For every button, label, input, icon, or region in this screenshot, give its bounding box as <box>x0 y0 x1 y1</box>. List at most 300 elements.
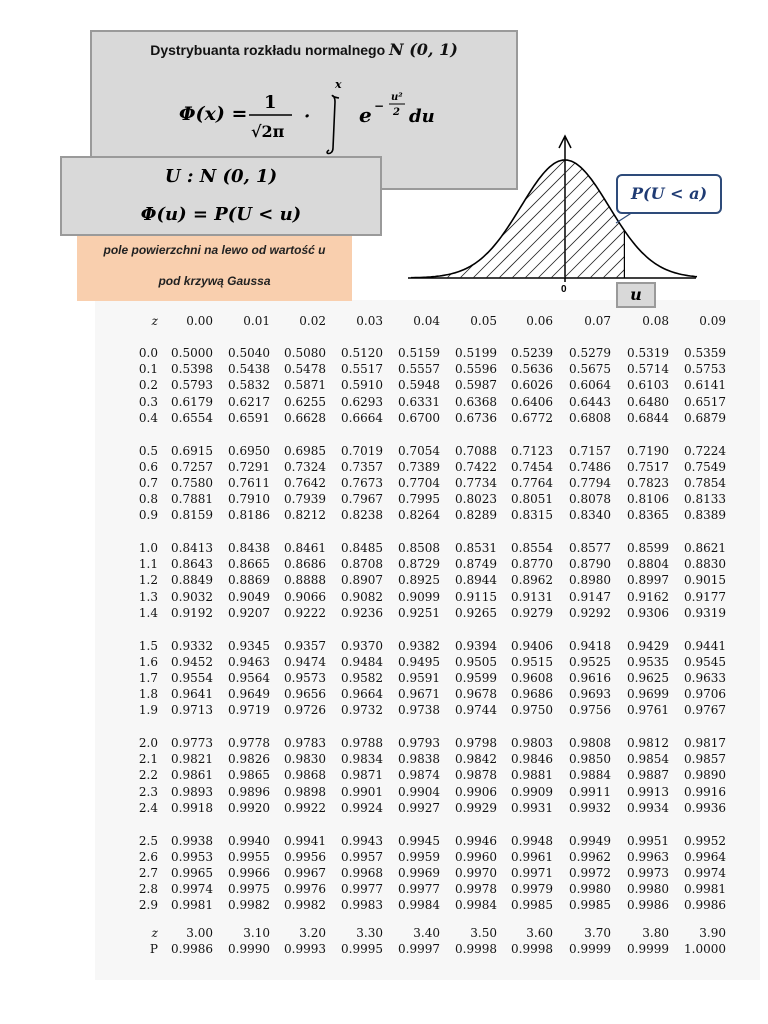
table-cell: 0.9878 <box>455 768 497 783</box>
table-cell: 0.9394 <box>455 638 497 653</box>
table-cell: 0.9406 <box>511 638 553 653</box>
table-cell: 0.9968 <box>341 865 383 880</box>
table-cell: 0.9564 <box>228 670 270 685</box>
table-cell: 0.7486 <box>569 459 611 474</box>
table-cell: 0.9162 <box>627 589 669 604</box>
table-cell: 0.9826 <box>228 752 270 767</box>
table-cell: 0.7823 <box>627 475 669 490</box>
table-cell: 0.9984 <box>455 898 497 913</box>
formula-denominator: √2π <box>251 122 285 141</box>
table-cell: 0.8907 <box>341 573 383 588</box>
table-cell: 0.9985 <box>569 898 611 913</box>
table-cell: 0.8389 <box>684 508 726 523</box>
table-cell: 0.7088 <box>455 443 497 458</box>
table-cell: 0.9713 <box>171 703 213 718</box>
title-symbol: N (0, 1) <box>389 40 458 59</box>
table-cell: 0.7734 <box>455 475 497 490</box>
table-cell: 0.9115 <box>455 589 497 604</box>
table-cell: 0.9955 <box>228 849 270 864</box>
table-cell: 0.8238 <box>341 508 383 523</box>
tail-p-value: 0.9990 <box>228 942 270 956</box>
table-cell: 0.9983 <box>341 898 383 913</box>
table-cell: 0.9970 <box>455 865 497 880</box>
table-cell: 0.8508 <box>398 541 440 555</box>
table-cell: 0.9082 <box>341 589 383 604</box>
table-cell: 0.9945 <box>398 833 440 848</box>
probability-callout: P(U < a) <box>616 174 722 214</box>
tail-z-value: 3.60 <box>526 926 553 940</box>
panel-title <box>92 40 516 59</box>
table-cell: 0.9474 <box>284 654 326 669</box>
table-cell: 0.9952 <box>684 833 726 848</box>
table-cell: 0.9981 <box>684 882 726 897</box>
table-cell: 0.9515 <box>511 654 553 669</box>
table-cell: 0.9865 <box>228 768 270 783</box>
table-cell: 0.9986 <box>684 898 726 913</box>
table-cell: 0.8133 <box>684 492 726 507</box>
column-header: 0.00 <box>186 314 213 328</box>
table-cell: 0.9946 <box>455 833 497 848</box>
table-cell: 0.9868 <box>284 768 326 783</box>
row-z-value: 1.3 <box>138 589 158 604</box>
table-cell: 0.9943 <box>341 833 383 848</box>
table-cell: 0.9525 <box>569 654 611 669</box>
tail-z-value: 3.00 <box>186 926 213 940</box>
table-cell: 0.9857 <box>684 752 726 767</box>
table-cell: 0.7324 <box>284 459 326 474</box>
table-cell: 0.9929 <box>455 800 497 815</box>
table-cell: 0.5199 <box>455 346 497 360</box>
table-cell: 0.9941 <box>284 833 326 848</box>
table-cell: 0.8106 <box>627 492 669 507</box>
table-cell: 0.8729 <box>398 557 440 572</box>
table-cell: 0.9452 <box>171 654 213 669</box>
table-cell: 0.9554 <box>171 670 213 685</box>
table-cell: 0.9793 <box>398 736 440 750</box>
table-cell: 0.9898 <box>284 784 326 799</box>
row-z-value: 2.1 <box>138 752 158 767</box>
table-cell: 0.9265 <box>455 605 497 620</box>
column-header: 0.07 <box>584 314 611 328</box>
table-cell: 0.9573 <box>284 670 326 685</box>
row-z-value: 2.6 <box>138 849 158 864</box>
corner-label: z <box>151 314 158 328</box>
table-cell: 0.9884 <box>569 768 611 783</box>
table-cell: 0.5753 <box>684 362 726 377</box>
row-z-value: 0.1 <box>138 362 158 377</box>
table-cell: 0.7257 <box>171 459 213 474</box>
table-cell: 0.9980 <box>627 882 669 897</box>
table-cell: 0.9961 <box>511 849 553 864</box>
axis-zero-label: 0 <box>561 284 567 295</box>
table-cell: 0.6700 <box>398 410 440 425</box>
hatch-line <box>400 138 496 278</box>
table-cell: 0.9978 <box>455 882 497 897</box>
table-cell: 0.9984 <box>398 898 440 913</box>
table-cell: 0.9664 <box>341 687 383 702</box>
column-header: 0.04 <box>413 314 440 328</box>
table-cell: 0.9964 <box>684 849 726 864</box>
table-cell: 0.7910 <box>228 492 270 507</box>
table-cell: 0.9726 <box>284 703 326 718</box>
tail-z-value: 3.20 <box>299 926 326 940</box>
table-cell: 0.9817 <box>684 736 726 750</box>
table-cell: 0.9332 <box>171 638 213 653</box>
table-cell: 0.6628 <box>284 410 326 425</box>
table-cell: 0.5040 <box>228 346 270 360</box>
table-cell: 0.9977 <box>398 882 440 897</box>
table-cell: 0.8461 <box>284 541 326 555</box>
table-cell: 0.9382 <box>398 638 440 653</box>
table-cell: 0.6808 <box>569 410 611 425</box>
table-cell: 0.9927 <box>398 800 440 815</box>
table-cell: 0.8485 <box>341 541 383 555</box>
table-cell: 0.6443 <box>569 394 611 409</box>
tail-z-value: 3.10 <box>243 926 270 940</box>
table-cell: 0.6772 <box>511 410 553 425</box>
row-z-value: 0.8 <box>138 492 158 507</box>
table-cell: 0.9812 <box>627 736 669 750</box>
table-cell: 0.5517 <box>341 362 383 377</box>
table-cell: 0.9967 <box>284 865 326 880</box>
table-cell: 0.9495 <box>398 654 440 669</box>
table-cell: 0.7580 <box>171 475 213 490</box>
table-cell: 0.7224 <box>684 443 726 458</box>
table-cell: 0.9616 <box>569 670 611 685</box>
table-cell: 0.6064 <box>569 378 611 393</box>
tail-p-value: 0.9998 <box>455 942 497 956</box>
table-cell: 0.9767 <box>684 703 726 718</box>
table-cell: 0.8159 <box>171 508 213 523</box>
table-cell: 0.8023 <box>455 492 497 507</box>
table-cell: 0.9706 <box>684 687 726 702</box>
distribution-notation: U : N (0, 1) <box>164 166 278 187</box>
table-cell: 0.9808 <box>569 736 611 750</box>
table-cell: 0.6517 <box>684 394 726 409</box>
table-cell: 0.9951 <box>627 833 669 848</box>
table-cell: 0.8531 <box>455 541 497 555</box>
table-cell: 0.7642 <box>284 475 326 490</box>
table-cell: 0.6480 <box>627 394 669 409</box>
table-cell: 0.9922 <box>284 800 326 815</box>
table-cell: 0.5478 <box>284 362 326 377</box>
table-cell: 0.9887 <box>627 768 669 783</box>
table-cell: 0.7673 <box>341 475 383 490</box>
table-cell: 0.9975 <box>228 882 270 897</box>
table-cell: 0.8264 <box>398 508 440 523</box>
row-z-value: 0.6 <box>138 459 158 474</box>
row-z-value: 2.9 <box>138 898 158 913</box>
table-cell: 0.9931 <box>511 800 553 815</box>
table-cell: 0.7517 <box>627 459 669 474</box>
table-cell: 0.9949 <box>569 833 611 848</box>
table-cell: 0.9279 <box>511 605 553 620</box>
table-cell: 0.9535 <box>627 654 669 669</box>
table-cell: 0.8888 <box>284 573 326 588</box>
integrand-base: e <box>359 103 372 127</box>
table-cell: 0.9962 <box>569 849 611 864</box>
table-cell: 0.9830 <box>284 752 326 767</box>
table-cell: 0.7054 <box>398 443 440 458</box>
table-cell: 0.9842 <box>455 752 497 767</box>
table-cell: 0.9980 <box>569 882 611 897</box>
hatch-line <box>400 138 522 278</box>
tail-p-value: 0.9999 <box>627 942 669 956</box>
table-cell: 0.7764 <box>511 475 553 490</box>
table-cell: 0.6985 <box>284 443 326 458</box>
table-cell: 0.9932 <box>569 800 611 815</box>
hatch-line <box>400 138 457 278</box>
table-cell: 0.9699 <box>627 687 669 702</box>
table-cell: 0.9798 <box>455 736 497 750</box>
table-cell: 0.5714 <box>627 362 669 377</box>
table-cell: 0.9319 <box>684 605 726 620</box>
row-z-value: 0.4 <box>138 410 158 425</box>
table-cell: 0.9976 <box>284 882 326 897</box>
table-cell: 0.9015 <box>684 573 726 588</box>
tail-p-value: 0.9993 <box>284 942 326 956</box>
table-cell: 0.5398 <box>171 362 213 377</box>
table-cell: 0.9871 <box>341 768 383 783</box>
table-cell: 0.9916 <box>684 784 726 799</box>
hatch-line <box>408 138 548 278</box>
table-cell: 0.9357 <box>284 638 326 653</box>
table-cell: 0.9881 <box>511 768 553 783</box>
table-cell: 0.7704 <box>398 475 440 490</box>
table-cell: 0.9370 <box>341 638 383 653</box>
table-cell: 0.8186 <box>228 508 270 523</box>
table-cell: 0.9066 <box>284 589 326 604</box>
hatch-line <box>486 138 626 278</box>
row-z-value: 1.8 <box>138 687 158 702</box>
table-cell: 0.9966 <box>228 865 270 880</box>
row-z-value: 1.9 <box>138 703 158 718</box>
row-z-value: 2.8 <box>138 882 158 897</box>
table-cell: 0.9890 <box>684 768 726 783</box>
table-cell: 0.6293 <box>341 394 383 409</box>
tail-z-value: 3.40 <box>413 926 440 940</box>
table-cell: 0.8340 <box>569 508 611 523</box>
table-cell: 0.5159 <box>398 346 440 360</box>
table-cell: 0.9099 <box>398 589 440 604</box>
table-cell: 0.9778 <box>228 736 270 750</box>
table-cell: 0.9924 <box>341 800 383 815</box>
table-cell: 0.7157 <box>569 443 611 458</box>
table-cell: 0.9441 <box>684 638 726 653</box>
table-cell: 0.5596 <box>455 362 497 377</box>
table-cell: 0.9913 <box>627 784 669 799</box>
table-cell: 0.9934 <box>627 800 669 815</box>
row-z-value: 0.5 <box>138 443 158 458</box>
table-cell: 0.9960 <box>455 849 497 864</box>
tail-p-value: 0.9986 <box>171 942 213 956</box>
integral-upper-limit: x <box>335 82 342 91</box>
table-cell: 0.9803 <box>511 736 553 750</box>
table-cell: 0.9850 <box>569 752 611 767</box>
row-z-value: 0.3 <box>138 394 158 409</box>
table-cell: 0.9345 <box>228 638 270 653</box>
hatch-line <box>400 138 470 278</box>
table-cell: 0.9854 <box>627 752 669 767</box>
row-z-value: 1.4 <box>138 605 158 620</box>
table-cell: 0.9599 <box>455 670 497 685</box>
table-cell: 0.8599 <box>627 541 669 555</box>
table-cell: 0.9956 <box>284 849 326 864</box>
table-cell: 0.9986 <box>627 898 669 913</box>
table-cell: 0.8643 <box>171 557 213 572</box>
row-z-value: 1.1 <box>138 557 158 572</box>
table-cell: 0.9463 <box>228 654 270 669</box>
table-cell: 0.9901 <box>341 784 383 799</box>
table-cell: 0.8749 <box>455 557 497 572</box>
column-header: 0.08 <box>642 314 669 328</box>
table-cell: 0.9686 <box>511 687 553 702</box>
table-cell: 0.9953 <box>171 849 213 864</box>
table-cell: 0.8925 <box>398 573 440 588</box>
table-cell: 0.8554 <box>511 541 553 555</box>
hatch-line <box>460 138 600 278</box>
table-cell: 0.9484 <box>341 654 383 669</box>
table-cell: 0.8944 <box>455 573 497 588</box>
tail-z-value: 3.80 <box>642 926 669 940</box>
table-cell: 0.8770 <box>511 557 553 572</box>
table-cell: 0.5793 <box>171 378 213 393</box>
exponent-numerator: u² <box>391 92 403 103</box>
table-cell: 0.7549 <box>684 459 726 474</box>
table-cell: 0.9177 <box>684 589 726 604</box>
table-cell: 0.9965 <box>171 865 213 880</box>
table-cell: 0.9719 <box>228 703 270 718</box>
table-cell: 0.9972 <box>569 865 611 880</box>
table-cell: 0.9977 <box>341 882 383 897</box>
table-cell: 0.9147 <box>569 589 611 604</box>
row-z-value: 2.7 <box>138 865 158 880</box>
row-z-value: 1.6 <box>138 654 158 669</box>
table-cell: 0.9973 <box>627 865 669 880</box>
table-cell: 0.9306 <box>627 605 669 620</box>
hatch-line <box>400 138 509 278</box>
table-cell: 0.5871 <box>284 378 326 393</box>
table-cell: 0.5319 <box>627 346 669 360</box>
table-cell: 0.9783 <box>284 736 326 750</box>
table-cell: 0.9906 <box>455 784 497 799</box>
table-cell: 0.7389 <box>398 459 440 474</box>
table-cell: 0.9049 <box>228 589 270 604</box>
table-cell: 0.9936 <box>684 800 726 815</box>
table-cell: 0.9625 <box>627 670 669 685</box>
hatch-line <box>400 138 535 278</box>
table-cell: 0.9957 <box>341 849 383 864</box>
table-cell: 0.8804 <box>627 557 669 572</box>
note-line-2: pod krzywą Gaussa <box>158 274 271 288</box>
table-cell: 0.9963 <box>627 849 669 864</box>
row-z-value: 2.4 <box>138 800 158 815</box>
table-cell: 0.9834 <box>341 752 383 767</box>
table-cell: 0.8980 <box>569 573 611 588</box>
table-cell: 0.6103 <box>627 378 669 393</box>
table-cell: 0.6736 <box>455 410 497 425</box>
table-cell: 0.8708 <box>341 557 383 572</box>
table-cell: 0.8830 <box>684 557 726 572</box>
table-cell: 0.5675 <box>569 362 611 377</box>
table-cell: 0.7881 <box>171 492 213 507</box>
row-z-value: 0.0 <box>138 346 158 360</box>
table-cell: 0.9861 <box>171 768 213 783</box>
row-z-value: 0.2 <box>138 378 158 393</box>
table-cell: 0.6915 <box>171 443 213 458</box>
column-header: 0.06 <box>526 314 553 328</box>
table-cell: 0.9982 <box>284 898 326 913</box>
integral-sign <box>327 96 339 154</box>
table-cell: 0.9251 <box>398 605 440 620</box>
table-cell: 0.7611 <box>228 475 270 490</box>
table-cell: 0.9633 <box>684 670 726 685</box>
table-cell: 0.6664 <box>341 410 383 425</box>
table-cell: 0.8365 <box>627 508 669 523</box>
hatch-line <box>400 138 405 278</box>
row-z-value: 2.5 <box>138 833 158 848</box>
table-cell: 0.9732 <box>341 703 383 718</box>
table-cell: 0.7995 <box>398 492 440 507</box>
tail-z-value: 3.90 <box>699 926 726 940</box>
table-cell: 0.5239 <box>511 346 553 360</box>
hatch-line <box>400 138 444 278</box>
table-cell: 0.9846 <box>511 752 553 767</box>
table-cell: 0.9545 <box>684 654 726 669</box>
table-cell: 0.9982 <box>228 898 270 913</box>
table-cell: 0.7123 <box>511 443 553 458</box>
table-cell: 0.5438 <box>228 362 270 377</box>
table-cell: 0.5120 <box>341 346 383 360</box>
row-z-value: 2.3 <box>138 784 158 799</box>
table-cell: 0.6255 <box>284 394 326 409</box>
table-cell: 0.8790 <box>569 557 611 572</box>
hatch-line <box>447 138 587 278</box>
table-cell: 0.9911 <box>569 784 611 799</box>
table-cell: 0.6368 <box>455 394 497 409</box>
table-cell: 0.7019 <box>341 443 383 458</box>
row-z-value: 2.2 <box>138 768 158 783</box>
table-cell: 0.5359 <box>684 346 726 360</box>
tail-p-value: 0.9998 <box>511 942 553 956</box>
formula-dot: · <box>304 106 311 127</box>
tail-p-label: P <box>149 942 158 956</box>
table-cell: 0.9838 <box>398 752 440 767</box>
table-cell: 0.8438 <box>228 541 270 555</box>
tail-p-value: 0.9999 <box>569 942 611 956</box>
table-cell: 0.9222 <box>284 605 326 620</box>
table-cell: 0.9761 <box>627 703 669 718</box>
hatch-line <box>400 138 483 278</box>
table-cell: 0.9678 <box>455 687 497 702</box>
table-cell: 0.7190 <box>627 443 669 458</box>
table-cell: 0.9896 <box>228 784 270 799</box>
hatch-line <box>473 138 613 278</box>
table-cell: 0.6406 <box>511 394 553 409</box>
table-cell: 0.9236 <box>341 605 383 620</box>
table-cell: 0.7939 <box>284 492 326 507</box>
table-cell: 0.8051 <box>511 492 553 507</box>
table-cell: 0.9429 <box>627 638 669 653</box>
hatch-line <box>400 138 431 278</box>
table-cell: 0.9591 <box>398 670 440 685</box>
table-cell: 0.5832 <box>228 378 270 393</box>
table-cell: 0.7454 <box>511 459 553 474</box>
table-cell: 0.9032 <box>171 589 213 604</box>
table-cell: 0.8577 <box>569 541 611 555</box>
table-cell: 0.9979 <box>511 882 553 897</box>
table-cell: 0.9207 <box>228 605 270 620</box>
